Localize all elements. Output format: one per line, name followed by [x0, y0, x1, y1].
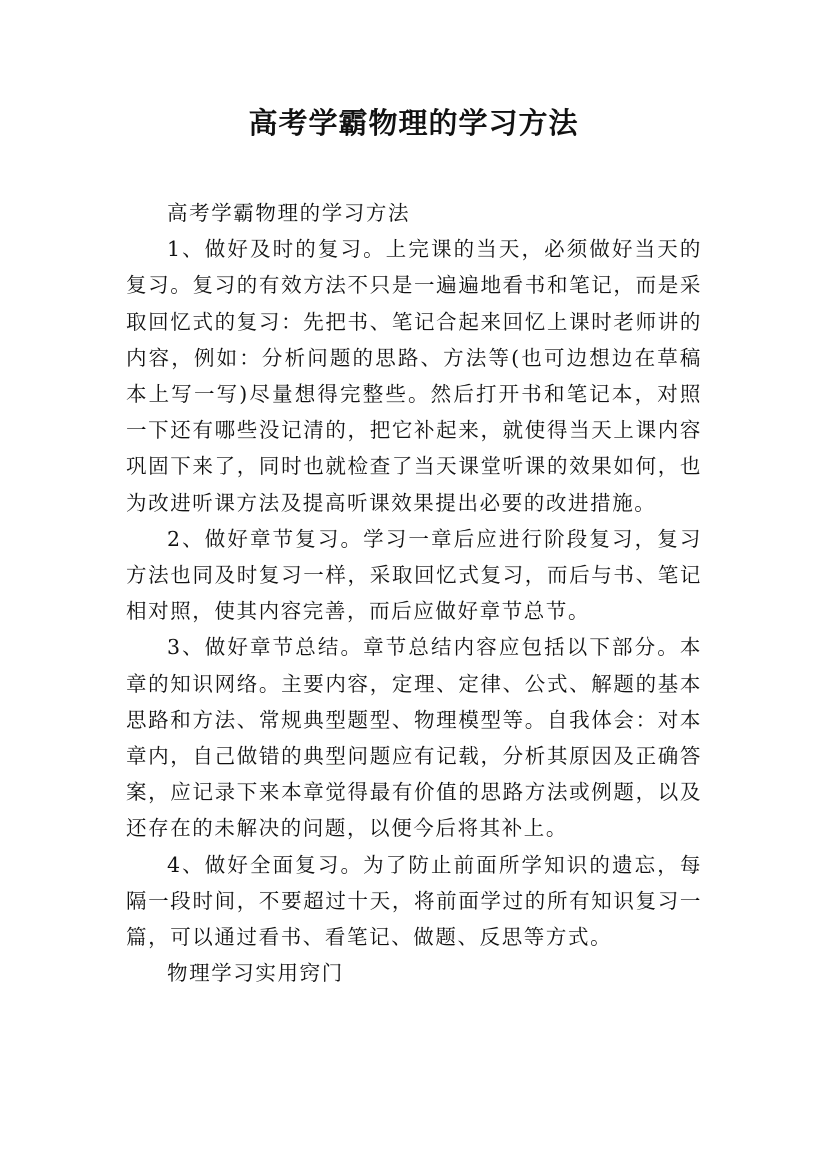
paragraph-chapter-review: 2、做好章节复习。学习一章后应进行阶段复习，复习方法也同及时复习一样，采取回忆式复习，而后与书、笔记相对照，使其内容完善，而后应做好章节总节。	[126, 526, 702, 624]
paragraph-subtitle: 高考学霸物理的学习方法	[167, 201, 411, 225]
paragraph-full-review: 4、做好全面复习。为了防止前面所学知识的遗忘，每隔一段时间，不要超过十天，将前面学过的所有知识复习一篇，可以通过看书、看笔记、做题、反思等方式。	[126, 852, 702, 950]
paragraph-timely-review: 1、做好及时的复习。上完课的当天，必须做好当天的复习。复习的有效方法不只是一遍遍地看书和笔记，而是采取回忆式的复习：先把书、笔记合起来回忆上课时老师讲的内容，例如：分析问题的思路、方法等(也可边想边在草稿本上写一写)尽量想得完整些。然后打开书和笔记本，对照一下还有哪些没记清的，把它补起来，就使得当天上课内容巩固下来了，同时也就检查了当天课堂听课的效果如何，也为改进听课方法及提高听课效果提出必要的改进措施。	[126, 237, 702, 515]
paragraph-chapter-summary: 3、做好章节总结。章节总结内容应包括以下部分。本章的知识网络。主要内容，定理、定律、公式、解题的基本思路和方法、常规典型题型、物理模型等。自我体会：对本章内，自己做错的典型问题应有记载，分析其原因及正确答案，应记录下来本章觉得最有价值的思路方法或例题，以及还存在的未解决的问题，以便今后将其补上。	[126, 635, 702, 841]
document-title: 高考学霸物理的学习方法	[248, 106, 579, 140]
document-body	[126, 195, 702, 991]
paragraph-section-heading: 物理学习实用窍门	[167, 961, 344, 986]
